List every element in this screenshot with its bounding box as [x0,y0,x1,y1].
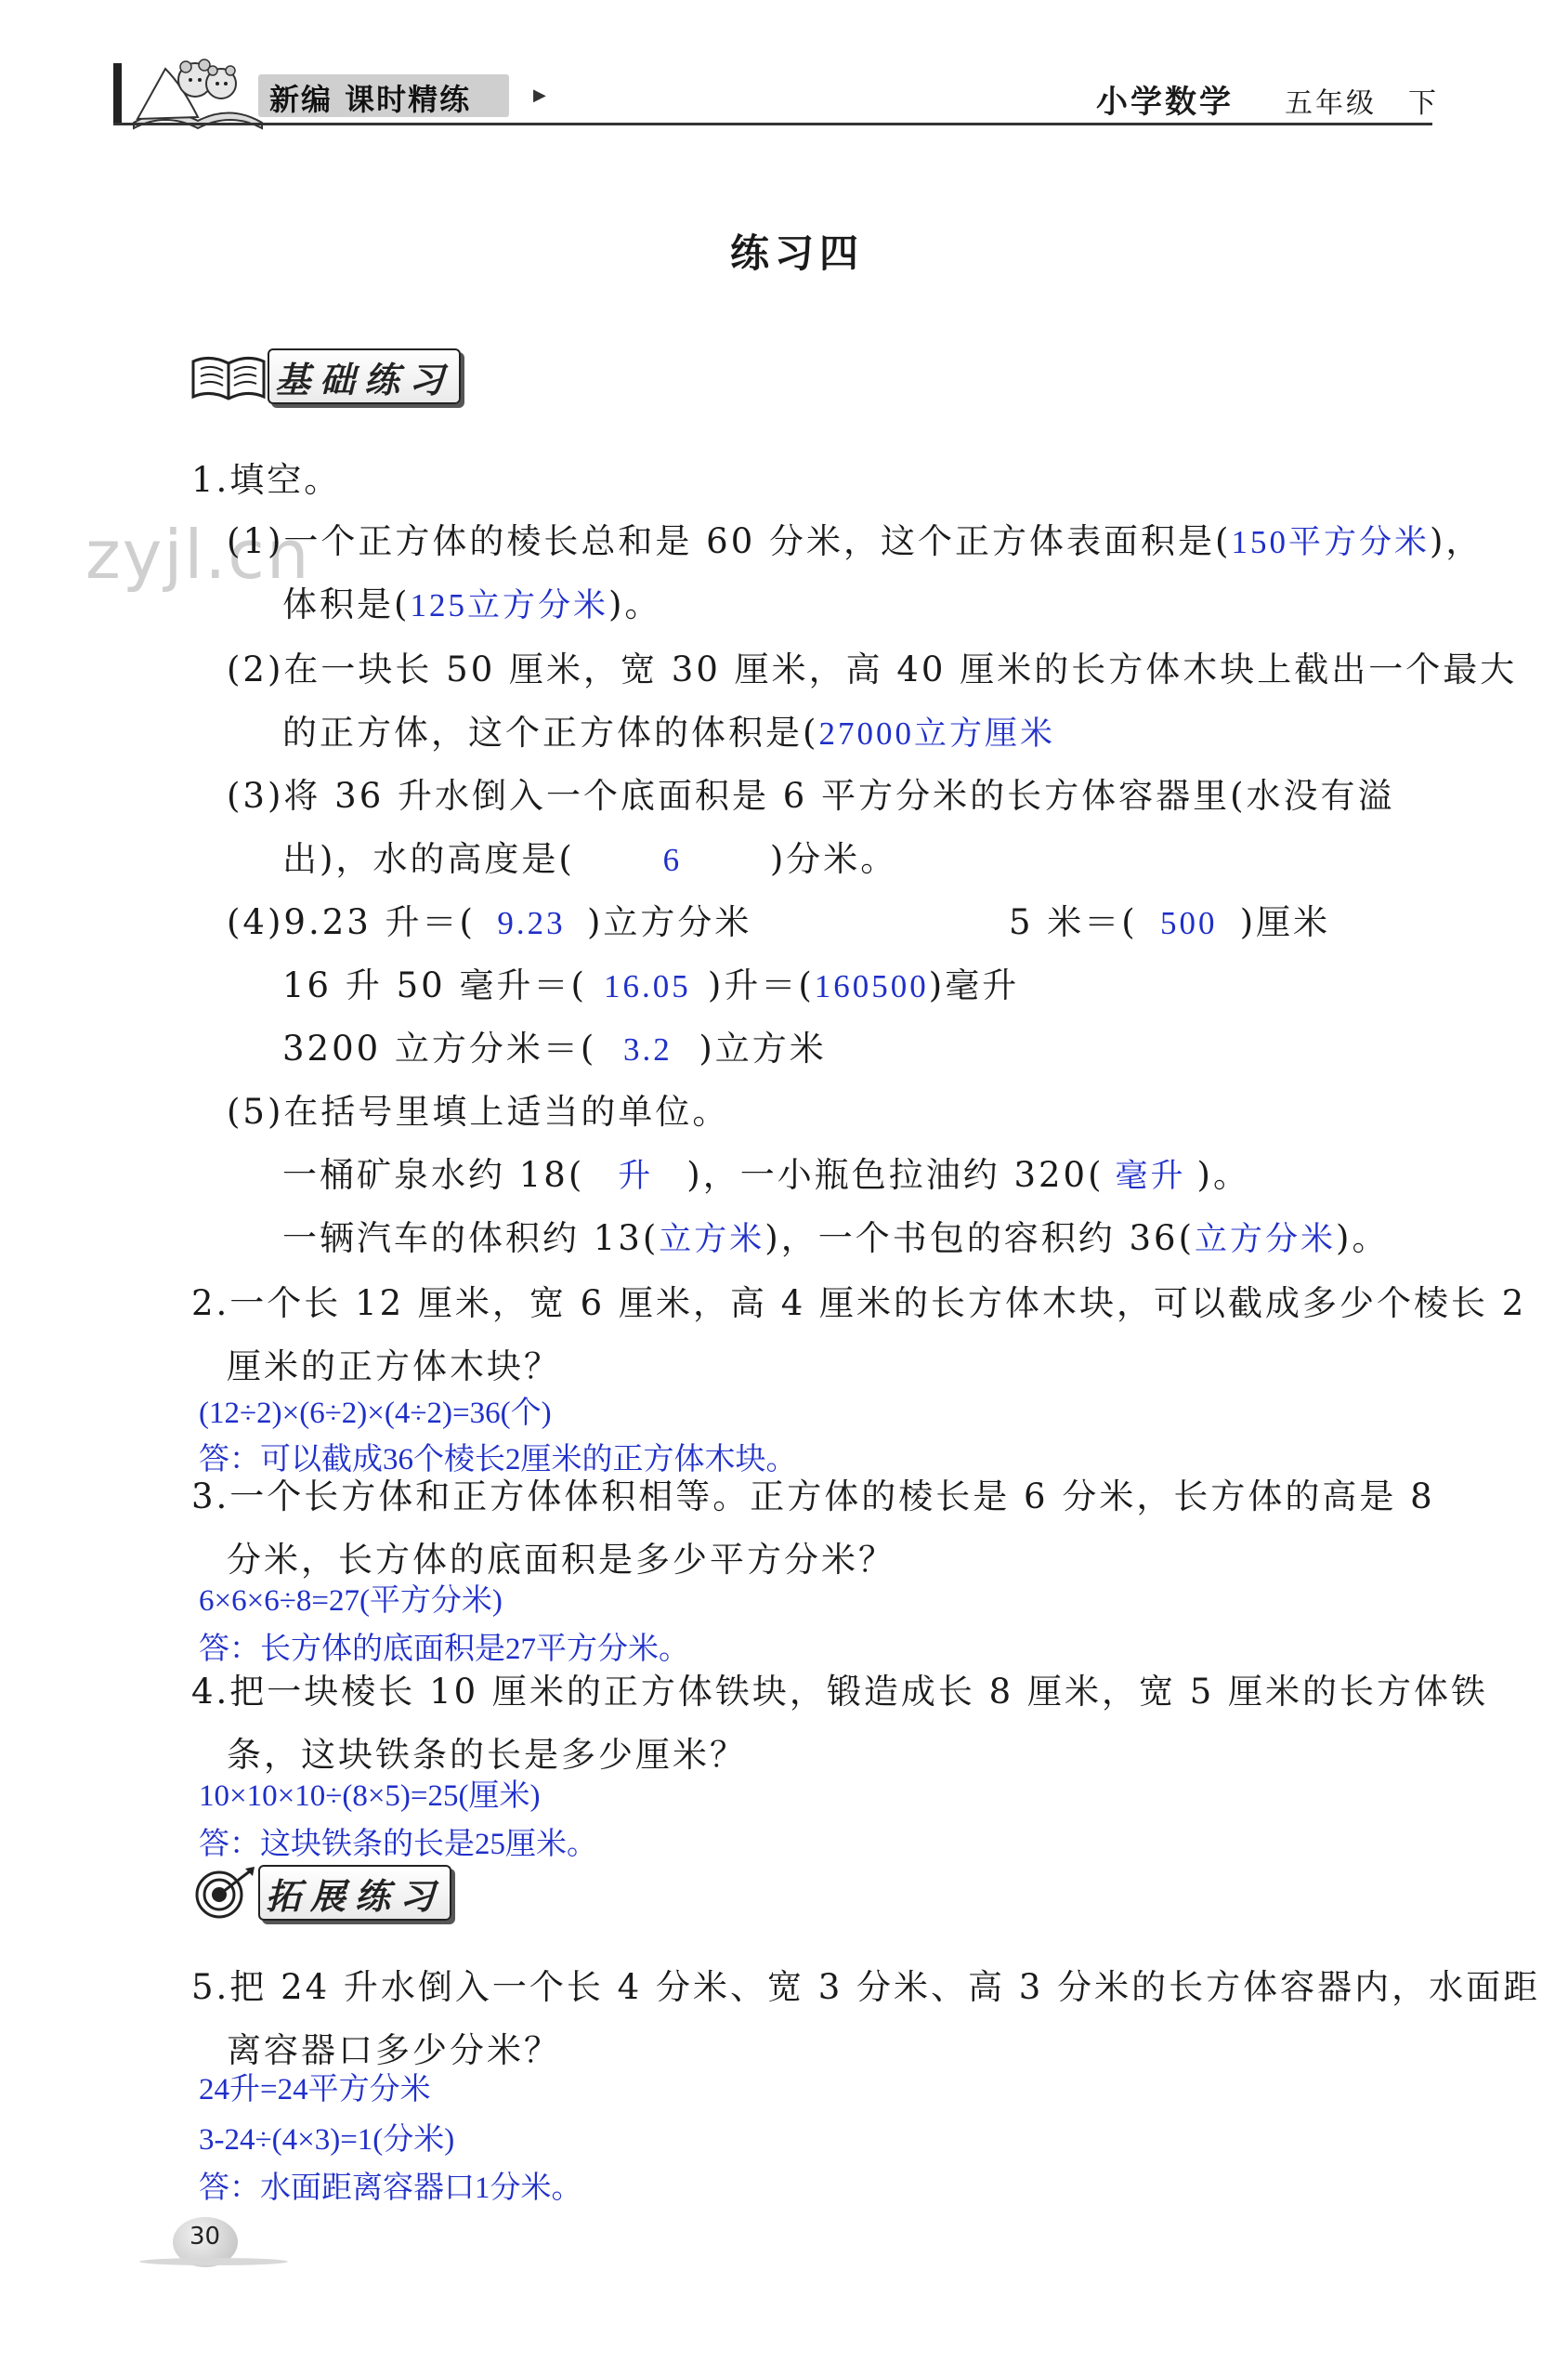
q1-p5a-post: )。 [1196,1155,1250,1195]
q5-line1: 5.把 24 升水倒入一个长 4 分米、宽 3 分米、高 3 分米的长方体容器内，水面距 [191,1967,1541,2007]
answer: 立方米 [659,1221,765,1257]
page-title: 练习四 [730,230,865,276]
q1-p4a-post: )立方分米 [587,902,752,942]
q1-p4d-pre: 3200 立方分米＝( [282,1029,597,1069]
q1-p4d-post: )立方米 [699,1029,827,1069]
q1-part5-line1 [282,1147,1250,1197]
q2-line1: 2.一个长 12 厘米，宽 6 厘米，高 4 厘米的长方体木块，可以截成多少个棱长 2 [191,1283,1527,1323]
q1-p2b-pre: 的正方体，这个正方体的体积是( [282,713,819,753]
section-banner-basic-box [268,348,461,404]
q5-answer-line1: 24升=24平方分米 [199,2073,431,2106]
header-arrow-icon: ▶ [533,85,546,105]
q1-part5-line2 [282,1210,1389,1260]
q5-answer-line2: 3-24÷(4×3)=1(分米) [199,2123,455,2157]
q1-part5-title: (5)在括号里填上适当的单位。 [227,1092,730,1132]
section-title-extended: 拓展练习 [266,1875,445,1917]
open-book-icon [189,350,268,402]
q1-p4a-pre: (4)9.23 升＝( [227,902,476,942]
header-series: 新编 课时精练 [269,82,472,117]
q1-p5a-mid: )，一小瓶色拉油约 320( [686,1155,1104,1195]
q2-answer-text: 答：可以截成36个棱长2厘米的正方体木块。 [199,1443,797,1476]
q1-p4c-mid: )升＝( [707,965,815,1005]
header-subject: 小学数学 [1096,84,1234,121]
q1-p4b-pre: 5 米＝( [1009,902,1138,942]
answer: 6 [662,842,683,878]
q1-title: 1.填空。 [191,460,342,500]
q1-p5b-pre: 一辆汽车的体积约 13( [282,1218,660,1258]
q4-line2: 条，这块铁条的长是多少厘米？ [227,1735,747,1775]
q1-p4c-post: )毫升 [928,965,1020,1005]
q1-p1b-post: )。 [608,584,662,624]
page-number-swoosh [139,2258,288,2265]
q1-p5b-post: )。 [1336,1218,1390,1258]
q1-p5a-pre: 一桶矿泉水约 18( [282,1155,585,1195]
answer: 3.2 [622,1031,673,1068]
section-banner-extended-box [258,1865,451,1921]
q3-answer-text: 答：长方体的底面积是27平方分米。 [199,1633,689,1666]
header-term: 下 [1408,87,1436,120]
section-banner-basic [189,348,461,405]
header-accent-bar [113,63,122,123]
answer: 27000立方厘米 [818,715,1055,752]
q1-p4c-pre: 16 升 50 毫升＝( [282,965,587,1005]
q1-part1-line2 [282,576,661,626]
q5-answer-text: 答：水面距离容器口1分米。 [199,2172,582,2205]
q5-line2: 离容器口多少分米？ [227,2030,561,2070]
q1-part3-line2 [282,831,897,881]
book-logo-icon [128,48,268,132]
q2-answer-calc: (12÷2)×(6÷2)×(4÷2)=36(个) [199,1397,552,1430]
header-grade: 五年级 [1285,87,1377,120]
header-rule [113,123,1432,125]
answer: 500 [1160,905,1218,941]
q1-part2-line2 [282,704,1055,755]
q4-line1: 4.把一块棱长 10 厘米的正方体铁块，锻造成长 8 厘米，宽 5 厘米的长方体铁 [191,1672,1489,1712]
q1-p1a-pre: (1)一个正方体的棱长总和是 60 分米，这个正方体表面积是( [227,521,1232,561]
q1-p3b-pre: 出)，水的高度是( [282,839,575,879]
answer: 125立方分米 [410,587,608,623]
section-banner-extended [189,1864,451,1922]
q1-p3b-post: )分米。 [769,839,898,879]
q1-p4b-post: )厘米 [1239,902,1331,942]
q1-part3-line1: (3)将 36 升水倒入一个底面积是 6 平方分米的长方体容器里(水没有溢 [227,776,1395,816]
target-icon [189,1865,258,1921]
q1-p1b-pre: 体积是( [282,584,411,624]
answer: 150平方分米 [1231,524,1430,560]
q1-part2-line1: (2)在一块长 50 厘米，宽 30 厘米，高 40 厘米的长方体木块上截出一个最大 [227,650,1518,689]
q1-part4-line1b [1009,894,1330,944]
section-title-basic: 基础练习 [275,359,454,400]
answer: 升 [618,1158,654,1194]
q4-answer-calc: 10×10×10÷(8×5)=25(厘米) [199,1779,541,1813]
q3-answer-calc: 6×6×6÷8=27(平方分米) [199,1584,503,1618]
q1-part1-line1 [227,513,1483,563]
answer: 毫升 [1115,1158,1186,1194]
q2-line2: 厘米的正方体木块？ [227,1346,561,1386]
q3-line1: 3.一个长方体和正方体体积相等。正方体的棱长是 6 分米，长方体的高是 8 [191,1476,1435,1516]
q1-p1a-post: )， [1429,521,1483,561]
q4-answer-text: 答：这块铁条的长是25厘米。 [199,1828,597,1861]
q1-part4-line2 [282,957,1019,1007]
q1-part4-line1a [227,894,751,944]
answer: 9.23 [497,905,566,941]
answer: 160500 [814,968,929,1004]
answer: 立方分米 [1195,1221,1337,1257]
q1-part4-line3 [282,1020,827,1070]
q1-p5b-mid: )，一个书包的容积约 36( [764,1218,1196,1258]
answer: 16.05 [604,968,691,1004]
q3-line2: 分米，长方体的底面积是多少平方分米？ [227,1540,895,1580]
page-number: 30 [189,2223,221,2250]
watermark: zyjl.cn [85,516,311,594]
